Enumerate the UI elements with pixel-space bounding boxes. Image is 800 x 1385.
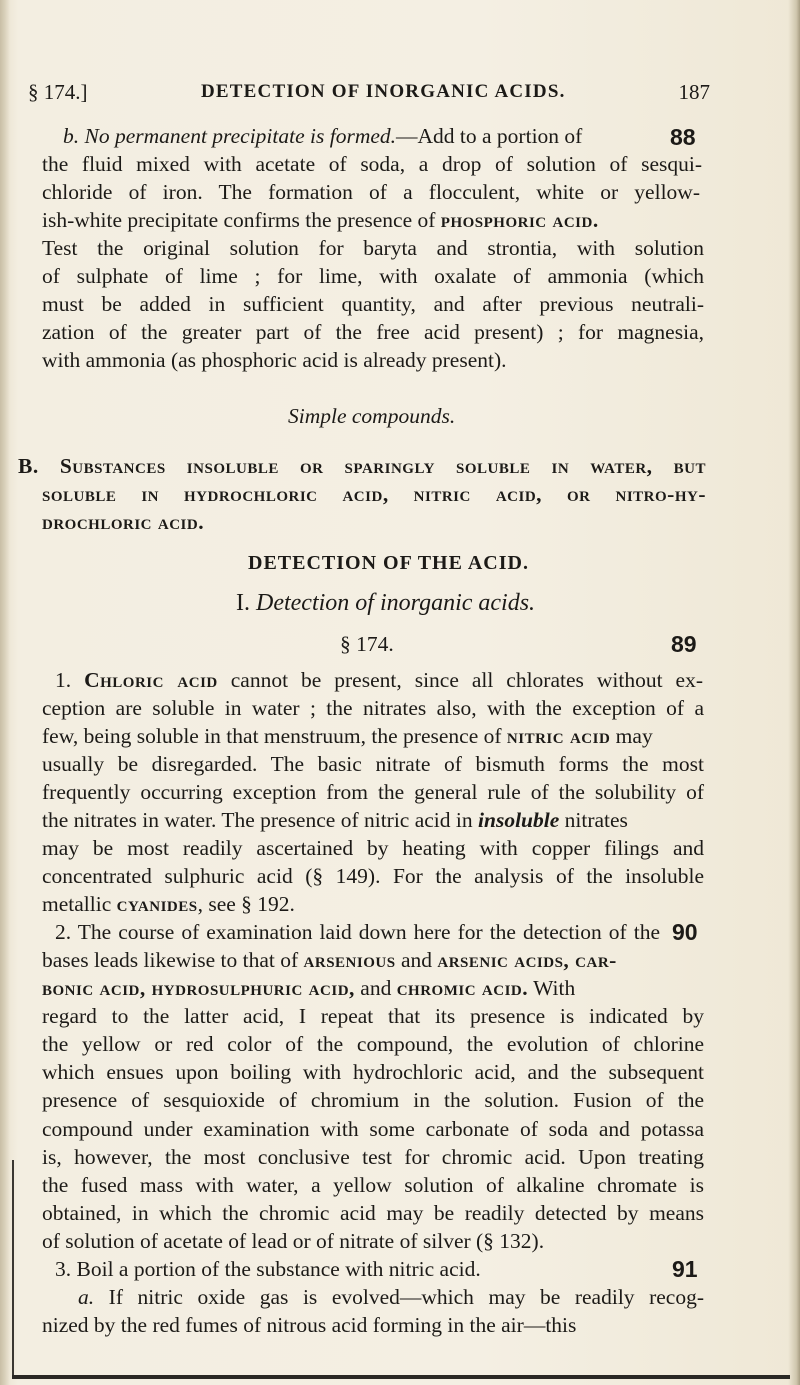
p1-line-8: concentrated sulphuric acid (§ 149). For the analysis of the insoluble <box>42 864 704 888</box>
section-174: § 174. <box>340 632 394 657</box>
subheading: I. Detection of inorganic acids. <box>236 589 536 616</box>
para-b-line-5: Test the original solution for baryta and strontia, with solution <box>42 235 704 260</box>
para-b-line-1: b. No permanent precipitate is formed.—Add to a portion of <box>63 123 583 148</box>
p1-line-5: frequently occurring exception from the general rule of the solubility of <box>42 779 704 804</box>
p3-line-2: a. If nitric oxide gas is evolved—which may be readily recog- <box>78 1284 704 1309</box>
section-b-line-3: drochloric acid. <box>42 510 205 535</box>
spine-shadow <box>0 0 10 1385</box>
p2-line-12: of solution of acetate of lead or of nitrate of silver (§ 132). <box>42 1228 545 1253</box>
p2-line-1: 2. The course of examination laid down here for the detection of the <box>55 920 660 945</box>
section-b-line-1: B. Substances insoluble or sparingly soluble in water, but <box>18 454 706 479</box>
simple-compounds-heading: Simple compounds. <box>288 404 456 429</box>
p2-line-7: presence of sesquioxide of chromium in the solution. Fusion of the <box>42 1088 704 1113</box>
p3-line-1: 3. Boil a portion of the substance with nitric acid. <box>55 1256 481 1281</box>
page-frame-left <box>12 1160 14 1378</box>
p2-line-3: bonic acid, hydrosulphuric acid, and chromic acid. With <box>42 976 576 1001</box>
p1-line-9: metallic cyanides, see § 192. <box>42 892 295 917</box>
p2-line-9: is, however, the most conclusive test for chromic acid. Upon treating <box>42 1144 704 1169</box>
para-b-line-3: chloride of iron. The formation of a flocculent, white or yellow- <box>42 179 700 204</box>
p2-line-2: bases leads likewise to that of arsenious and arsenic acids, car- <box>42 948 617 973</box>
running-header <box>28 80 710 114</box>
para-b-line-4: ish-white precipitate confirms the presence of phosphoric acid. <box>42 207 599 232</box>
para-b-title: No permanent precipitate is formed. <box>84 123 397 148</box>
p1-line-2: ception are soluble in water ; the nitrates also, with the exception of a <box>42 695 704 720</box>
p1-line-7: may be most readily ascertained by heating with copper filings and <box>42 835 704 860</box>
para-b-line-7: must be added in sufficient quantity, and after previous neutrali- <box>42 292 704 317</box>
p3-line-3: nized by the red fumes of nitrous acid forming in the air—this <box>42 1312 577 1337</box>
header-section: § 174.] <box>28 80 88 104</box>
para-b-line-9: with ammonia (as phosphoric acid is already present). <box>42 348 507 373</box>
para-b-line-6: of sulphate of lime ; for lime, with oxalate of ammonia (which <box>42 263 704 288</box>
p2-line-10: the fused mass with water, a yellow solution of alkaline chromate is <box>42 1172 704 1197</box>
p1-line-6: the nitrates in water. The presence of nitric acid in insoluble nitrates <box>42 807 628 832</box>
margin-number-90: 90 <box>672 919 698 946</box>
margin-number-91: 91 <box>672 1255 698 1282</box>
margin-number-89: 89 <box>671 631 697 658</box>
header-title: DETECTION OF INORGANIC ACIDS. <box>201 81 566 102</box>
para-b-line-2: the fluid mixed with acetate of soda, a drop of solution of sesqui- <box>42 151 702 176</box>
para-b-line-8: zation of the greater part of the free acid present) ; for magnesia, <box>42 320 704 345</box>
p2-line-11: obtained, in which the chromic acid may be readily detected by means <box>42 1200 704 1225</box>
detection-of-acid-heading: DETECTION OF THE ACID. <box>248 551 529 574</box>
page-frame-bottom <box>12 1375 790 1379</box>
p2-line-8: compound under examination with some carbonate of soda and potassa <box>42 1116 704 1141</box>
p2-line-4: regard to the latter acid, I repeat that its presence is indicated by <box>42 1004 704 1029</box>
p1-line-4: usually be disregarded. The basic nitrate of bismuth forms the most <box>42 751 704 776</box>
header-page-number: 187 <box>678 80 710 104</box>
page-edge <box>788 0 800 1385</box>
margin-number-88: 88 <box>670 123 696 150</box>
p1-line-3: few, being soluble in that menstruum, the presence of nitric acid may <box>42 723 653 748</box>
p1-line-1: 1. Chloric acid cannot be present, since all chlorates without ex- <box>55 667 703 692</box>
p2-line-6: which ensues upon boiling with hydrochloric acid, and the subsequent <box>42 1060 704 1085</box>
section-b-line-2: soluble in hydrochloric acid, nitric acid, or nitro-hy- <box>42 482 706 507</box>
p2-line-5: the yellow or red color of the compound, the evolution of chlorine <box>42 1032 704 1057</box>
